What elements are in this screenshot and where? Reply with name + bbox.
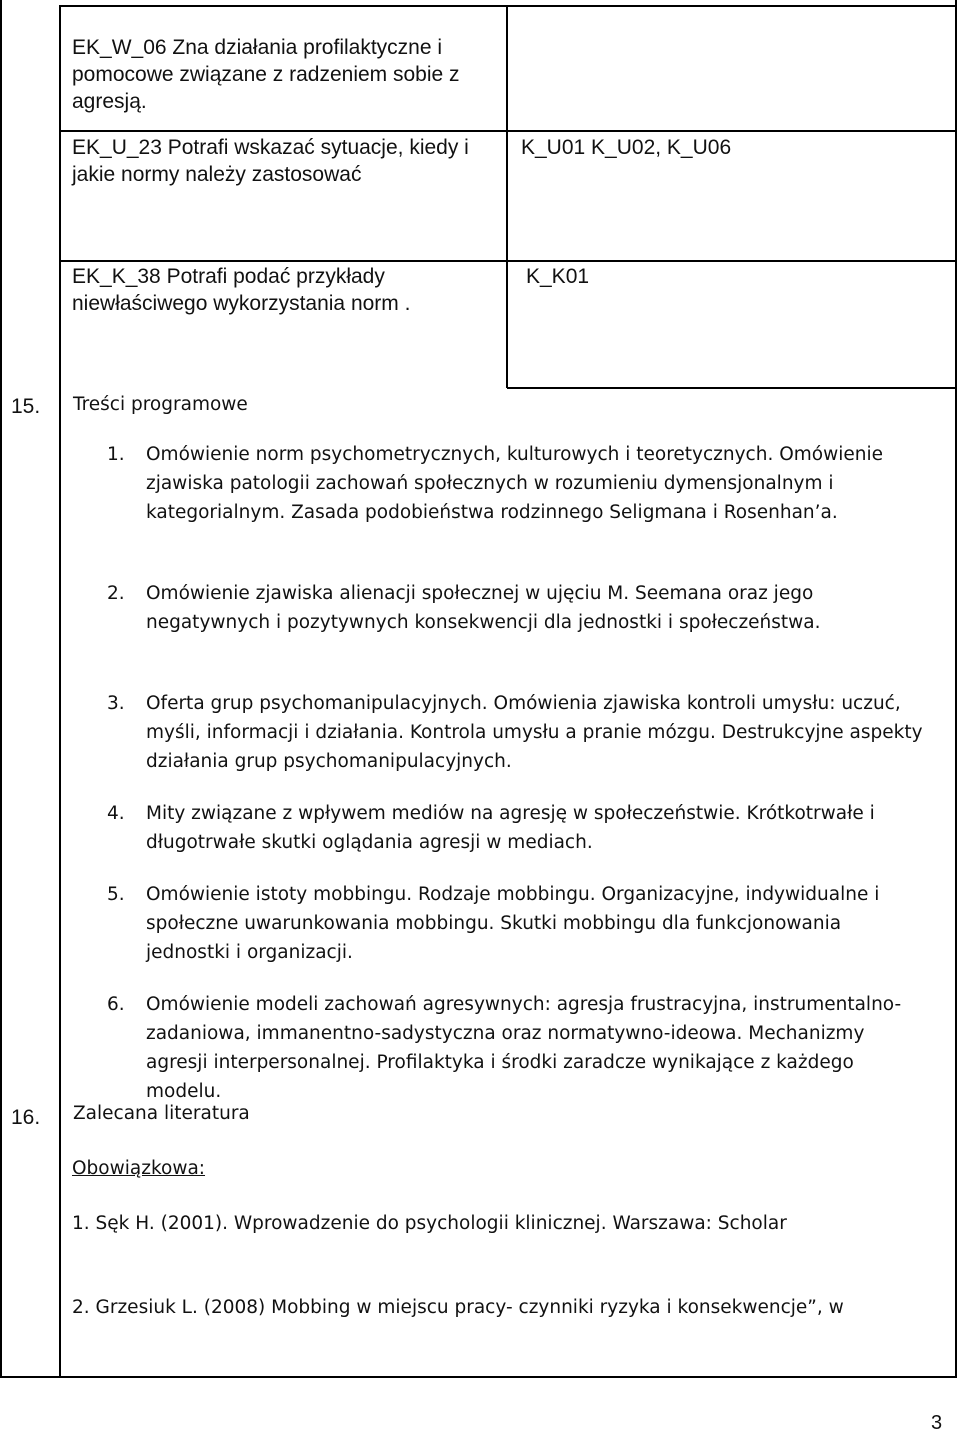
table-border-right <box>955 0 957 1378</box>
list-item-number: 6. <box>107 994 125 1015</box>
reference-item: 2. Grzesiuk L. (2008) Mobbing w miejscu pracy- czynniki ryzyka i konsekwencje”, w <box>72 1297 844 1318</box>
outcome-text: EK_W_06 Zna działania profilaktyczne i pomocowe związane z radzeniem sobie z agresją. <box>72 36 460 113</box>
inner-border-bottom <box>507 387 955 389</box>
list-item-text: Omówienie zjawiska alienacji społecznej w ujęciu M. Seemana oraz jego negatywnych i pozytywnych konsekwencji dla jednostki i społeczeństwa. <box>146 583 821 633</box>
outcome-codes: K_K01 <box>526 265 590 288</box>
section-number: 16. <box>11 1106 41 1129</box>
list-item-number: 4. <box>107 803 125 824</box>
page-number: 3 <box>931 1412 943 1434</box>
section-title: Treści programowe <box>73 394 248 415</box>
outcome-text: EK_K_38 Potrafi podać przykłady niewłaściwego wykorzystania norm . <box>72 265 411 315</box>
inner-border-top <box>59 5 508 7</box>
list-item-number: 2. <box>107 583 125 604</box>
list-item-number: 1. <box>107 444 125 465</box>
list-item-number: 5. <box>107 884 125 905</box>
section-title: Zalecana literatura <box>73 1103 250 1124</box>
row-divider-1 <box>59 130 955 132</box>
reference-item: 1. Sęk H. (2001). Wprowadzenie do psychologii klinicznej. Warszawa: Scholar <box>72 1213 787 1234</box>
list-item <box>107 579 927 637</box>
inner-border-right <box>507 5 955 7</box>
table-border-left <box>0 0 2 1378</box>
outcome-codes: K_U01 K_U02, K_U06 <box>521 136 732 159</box>
required-literature-label: Obowiązkowa: <box>72 1158 206 1179</box>
outcome-text: EK_U_23 Potrafi wskazać sytuacje, kiedy i jakie normy należy zastosować <box>72 136 469 186</box>
section-number: 15. <box>11 395 41 418</box>
list-item-text: Omówienie modeli zachowań agresywnych: agresja frustracyjna, instrumentalno-zadaniowa, immanentno-sadystyczna oraz normatywno-ideowa. Mechanizmy agresji interpersonalnej. Profilaktyka i środki zaradcze wynikające z każdego modelu. <box>146 994 902 1102</box>
inner-border-mid <box>506 5 508 388</box>
row-divider-2 <box>59 260 955 262</box>
number-column-divider <box>59 388 61 1378</box>
list-item-text: Oferta grup psychomanipulacyjnych. Omówienia zjawiska kontroli umysłu: uczuć, myśli, informacji i działania. Kontrola umysłu a pranie mózgu. Destrukcyjne aspekty działania grup psychomanipulacyjnych. <box>146 693 923 772</box>
list-item-text: Mity związane z wpływem mediów na agresję w społeczeństwie. Krótkotrwałe i długotrwałe skutki oglądania agresji w mediach. <box>146 803 875 853</box>
list-item <box>107 799 927 857</box>
list-item-text: Omówienie istoty mobbingu. Rodzaje mobbingu. Organizacyjne, indywidualne i społeczne uwarunkowania mobbingu. Skutki mobbingu dla funkcjonowania jednostki i organizacji. <box>146 884 880 963</box>
list-item-text: Omówienie norm psychometrycznych, kulturowych i teoretycznych. Omówienie zjawiska patologii zachowań społecznych w rozumieniu dymensjonalnym i kategorialnym. Zasada podobieństwa rodzinnego Seligmana i Rosenhan’a. <box>146 444 884 523</box>
list-item <box>107 440 927 527</box>
list-item <box>107 689 927 776</box>
list-item <box>107 880 927 967</box>
list-item <box>107 990 927 1106</box>
inner-border-left <box>59 5 61 388</box>
table-border-bottom <box>0 1376 957 1378</box>
list-item-number: 3. <box>107 693 125 714</box>
